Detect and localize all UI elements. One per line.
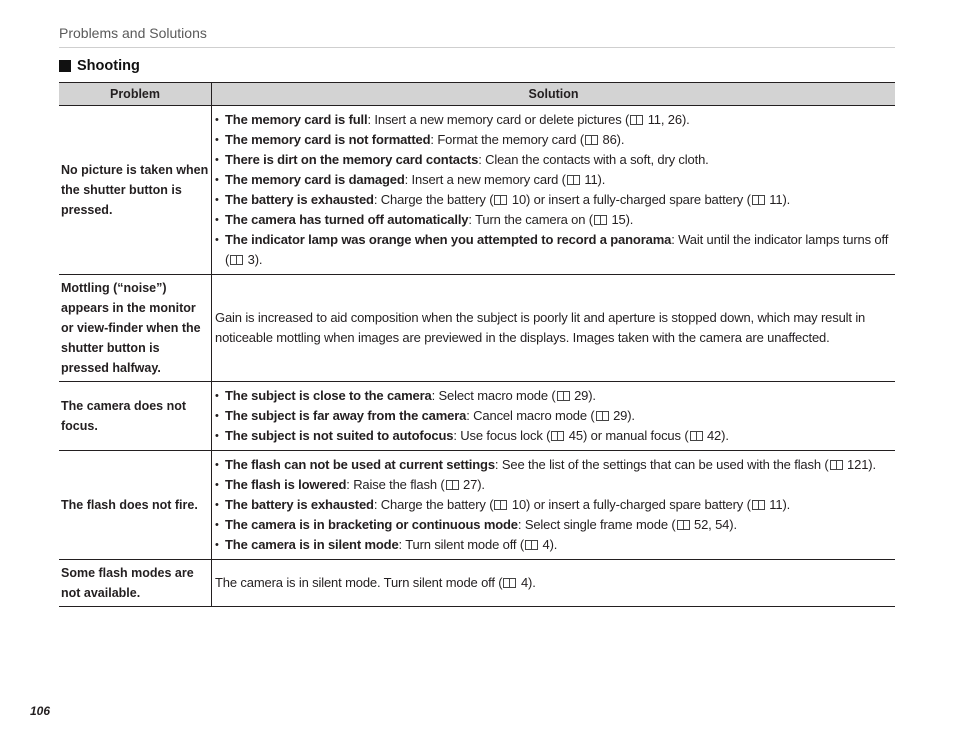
cause-label: The flash can not be used at current settings — [225, 457, 495, 472]
page-reference: 29 — [613, 408, 628, 423]
remedy-text-end: ). — [782, 497, 791, 512]
list-item — [215, 535, 894, 555]
page-reference: 11 — [584, 172, 598, 187]
list-item — [215, 455, 894, 475]
solution-cell — [212, 382, 896, 451]
table-row — [59, 382, 895, 451]
solution-cell — [212, 106, 896, 275]
remedy-text: : Wait until the indicator lamps turns off ( — [225, 232, 889, 267]
page-reference: 11, 26 — [647, 112, 682, 127]
table-row — [59, 451, 895, 560]
book-reference-icon — [585, 135, 598, 145]
cause-label: The camera is in bracketing or continuous mode — [225, 517, 518, 532]
list-item — [215, 150, 894, 170]
list-item — [215, 210, 894, 230]
solution-cell — [212, 275, 896, 382]
table-body — [59, 106, 895, 607]
remedy-text: : Insert a new memory card or delete pictures ( — [367, 112, 630, 127]
table-row — [59, 275, 895, 382]
list-item — [215, 110, 894, 130]
book-reference-icon — [677, 520, 690, 530]
book-reference-icon — [446, 480, 459, 490]
cause-label: The memory card is not formatted — [225, 132, 431, 147]
remedy-text-end: ). — [549, 537, 558, 552]
remedy-text: : Insert a new memory card ( — [404, 172, 566, 187]
remedy-text: : Raise the flash ( — [346, 477, 445, 492]
table-row — [59, 106, 895, 275]
remedy-text-end: ). — [627, 408, 635, 423]
page-reference: 45 — [568, 428, 583, 443]
remedy-text: : Turn silent mode off ( — [398, 537, 525, 552]
column-header-problem: Problem — [59, 83, 212, 106]
page-reference: 4 — [520, 575, 529, 590]
page-reference: 86 — [602, 132, 617, 147]
page-number: 106 — [30, 704, 51, 718]
cause-label: The camera has turned off automatically — [225, 212, 469, 227]
list-item — [215, 406, 894, 426]
book-reference-icon — [594, 215, 607, 225]
remedy-text-end: ). — [868, 457, 876, 472]
book-reference-icon — [525, 540, 538, 550]
remedy-text: : Select single frame mode ( — [517, 517, 676, 532]
remedy-text-end: ) or insert a fully-charged spare battery ( — [526, 497, 751, 512]
section-heading — [59, 58, 140, 74]
book-reference-icon — [567, 175, 580, 185]
table-row — [59, 560, 895, 607]
page-reference: 10 — [511, 497, 527, 512]
cause-label: The flash is lowered — [225, 477, 347, 492]
list-item — [215, 190, 894, 210]
solution-cell — [212, 560, 896, 607]
page-reference: 11 — [769, 192, 783, 207]
table-header-row — [59, 83, 895, 106]
remedy-text-end: ). — [616, 132, 625, 147]
book-reference-icon — [630, 115, 643, 125]
book-reference-icon — [494, 500, 507, 510]
remedy-text-end: ). — [729, 517, 737, 532]
problem-cell: The flash does not fire. — [59, 451, 212, 560]
remedy-text-end: ). — [721, 428, 729, 443]
list-item — [215, 386, 894, 406]
remedy-text: : Select macro mode ( — [431, 388, 556, 403]
page-reference: 29 — [574, 388, 589, 403]
page-reference: 3 — [247, 252, 255, 267]
remedy-text-end: ). — [254, 252, 263, 267]
remedy-text-end: ). — [782, 192, 791, 207]
cause-label: The memory card is full — [225, 112, 368, 127]
header-rule — [59, 47, 895, 48]
list-item — [215, 170, 894, 190]
solution-list — [215, 455, 894, 555]
cause-label: The memory card is damaged — [225, 172, 405, 187]
cause-label: The subject is not suited to autofocus — [225, 428, 454, 443]
running-header: Problems and Solutions — [59, 25, 207, 41]
book-reference-icon — [752, 195, 765, 205]
cause-label: The camera is in silent mode — [225, 537, 399, 552]
page-reference: 10 — [511, 192, 527, 207]
page-reference: 4 — [542, 537, 550, 552]
problem-cell: Mottling (“noise”) appears in the monitor or view-finder when the shutter button is pressed halfway. — [59, 275, 212, 382]
solution-text: Gain is increased to aid composition when the subject is poorly lit and aperture is stopped down, which may result in noticeable mottling when images are previewed in the displays. Images taken with the camera are unaffected. — [215, 310, 866, 345]
page-reference: 15 — [611, 212, 626, 227]
book-reference-icon — [596, 411, 609, 421]
remedy-text-end: ). — [681, 112, 690, 127]
page-reference: 121 — [847, 457, 869, 472]
list-item — [215, 230, 894, 270]
cause-label: The subject is close to the camera — [225, 388, 432, 403]
remedy-text-end: ) or insert a fully-charged spare battery ( — [526, 192, 751, 207]
remedy-text-end: ). — [597, 172, 606, 187]
book-reference-icon — [690, 431, 703, 441]
list-item — [215, 495, 894, 515]
remedy-text: : See the list of the settings that can be used with the flash ( — [494, 457, 829, 472]
page-reference: 42 — [706, 428, 722, 443]
remedy-text-end: ). — [477, 477, 485, 492]
problem-cell: Some flash modes are not available. — [59, 560, 212, 607]
page-reference: 27 — [463, 477, 478, 492]
square-bullet-icon — [59, 60, 71, 72]
solution-text: The camera is in silent mode. Turn silent mode off ( — [215, 575, 503, 590]
remedy-text: : Clean the contacts with a soft, dry cloth. — [478, 152, 709, 167]
remedy-text-end: ). — [588, 388, 596, 403]
book-reference-icon — [230, 255, 243, 265]
list-item — [215, 475, 894, 495]
remedy-text: : Charge the battery ( — [373, 497, 494, 512]
page-reference: 52, 54 — [694, 517, 730, 532]
cause-label: The battery is exhausted — [225, 192, 374, 207]
cause-label: There is dirt on the memory card contacts — [225, 152, 479, 167]
cause-label: The battery is exhausted — [225, 497, 374, 512]
book-reference-icon — [494, 195, 507, 205]
list-item — [215, 130, 894, 150]
book-reference-icon — [557, 391, 570, 401]
problem-cell: The camera does not focus. — [59, 382, 212, 451]
remedy-text: : Charge the battery ( — [373, 192, 494, 207]
remedy-text: : Turn the camera on ( — [468, 212, 593, 227]
remedy-text: : Use focus lock ( — [453, 428, 551, 443]
column-header-solution: Solution — [212, 83, 896, 106]
page-reference: 11 — [769, 497, 783, 512]
solution-cell — [212, 451, 896, 560]
solution-text-end: ). — [528, 575, 536, 590]
book-reference-icon — [551, 431, 564, 441]
remedy-text: : Format the memory card ( — [430, 132, 585, 147]
solution-list — [215, 110, 894, 270]
troubleshooting-table — [59, 82, 895, 607]
book-reference-icon — [752, 500, 765, 510]
list-item — [215, 515, 894, 535]
section-title: Shooting — [77, 58, 140, 74]
solution-list — [215, 386, 894, 446]
problem-cell: No picture is taken when the shutter button is pressed. — [59, 106, 212, 275]
cause-label: The indicator lamp was orange when you attempted to record a panorama — [225, 232, 672, 247]
book-reference-icon — [830, 460, 843, 470]
cause-label: The subject is far away from the camera — [225, 408, 467, 423]
list-item — [215, 426, 894, 446]
remedy-text-end: ) or manual focus ( — [582, 428, 689, 443]
book-reference-icon — [503, 578, 516, 588]
remedy-text-end: ). — [625, 212, 634, 227]
remedy-text: : Cancel macro mode ( — [466, 408, 595, 423]
